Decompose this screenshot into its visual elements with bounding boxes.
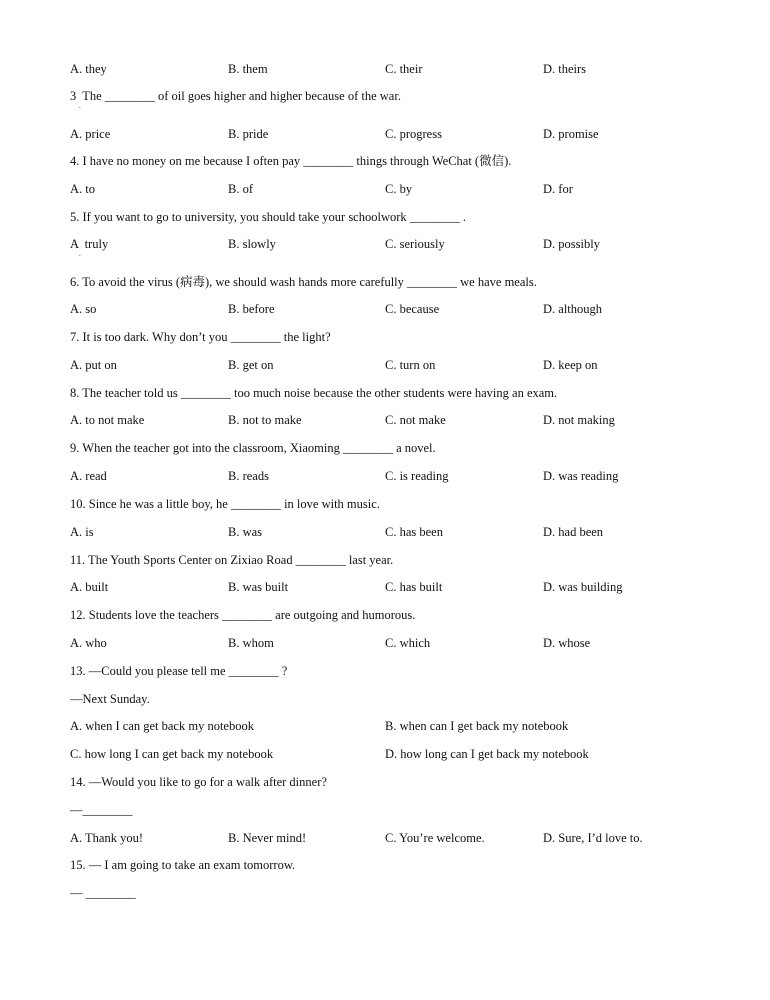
q9-option-c: C. is reading: [385, 469, 449, 483]
q6-stem: 6. To avoid the virus (病毒), we should wash hands more carefully ________ we have meals.: [70, 275, 537, 289]
q3-option-c: C. progress: [385, 127, 442, 141]
q4-option-a: A. to: [70, 182, 95, 196]
q8-option-a: A. to not make: [70, 413, 145, 427]
q13-option-c: C. how long I can get back my notebook: [70, 747, 274, 761]
q13-reply: —Next Sunday.: [70, 692, 150, 706]
q2-option-c: C. their: [385, 62, 423, 76]
q14-option-d: D. Sure, I’d love to.: [543, 831, 643, 845]
q10-option-a: A. is: [70, 525, 94, 539]
q3-stem: [70, 88, 401, 104]
q14-option-c: C. You’re welcome.: [385, 831, 485, 845]
q14-reply: —________: [70, 803, 133, 817]
q2-option-d: D. theirs: [543, 62, 587, 76]
q11-option-c: C. has built: [385, 580, 443, 594]
q10-stem: 10. Since he was a little boy, he ________ in love with music.: [70, 497, 380, 511]
q4-option-d: D. for: [543, 182, 573, 196]
q12-stem: 12. Students love the teachers ________ are outgoing and humorous.: [70, 608, 416, 622]
q9-option-d: D. was reading: [543, 469, 619, 483]
q13-stem: 13. —Could you please tell me ________ ?: [70, 664, 288, 678]
q14-stem: 14. —Would you like to go for a walk after dinner?: [70, 775, 327, 789]
q10-option-c: C. has been: [385, 525, 443, 539]
q5-option-a: A truly: [70, 237, 109, 251]
q6-option-a: A. so: [70, 302, 97, 316]
q7-option-c: C. turn on: [385, 358, 436, 372]
q5-option-c: C. seriously: [385, 237, 445, 251]
q2-option-a: A. they: [70, 62, 107, 76]
q3-text: The ________ of oil goes higher and higher because of the war.: [82, 89, 401, 103]
q5-stem: 5. If you want to go to university, you should take your schoolwork ________ .: [70, 210, 467, 224]
q6-option-d: D. although: [543, 302, 603, 316]
q4-stem: 4. I have no money on me because I often pay ________ things through WeChat (微信).: [70, 154, 512, 168]
q13-option-a: A. when I can get back my notebook: [70, 719, 254, 733]
q3-option-d: D. promise: [543, 127, 599, 141]
q8-stem: 8. The teacher told us ________ too much noise because the other students were having an exam.: [70, 386, 558, 400]
q12-option-d: D. whose: [543, 636, 591, 650]
q12-option-a: A. who: [70, 636, 107, 650]
q4-option-c: C. by: [385, 182, 413, 196]
q3-number: 3: [70, 89, 77, 103]
q9-option-b: B. reads: [228, 469, 269, 483]
q11-stem: 11. The Youth Sports Center on Zixiao Road ________ last year.: [70, 553, 394, 567]
q8-option-c: C. not make: [385, 413, 446, 427]
q15-stem: 15. — I am going to take an exam tomorrow.: [70, 858, 296, 872]
q2-option-b: B. them: [228, 62, 268, 76]
q3-mark: .: [79, 102, 81, 110]
q5-option-d: D. possibly: [543, 237, 600, 251]
q11-option-b: B. was built: [228, 580, 289, 594]
q7-option-d: D. keep on: [543, 358, 598, 372]
q6-option-c: C. because: [385, 302, 440, 316]
q9-option-a: A. read: [70, 469, 107, 483]
q10-option-d: D. had been: [543, 525, 604, 539]
q13-option-b: B. when can I get back my notebook: [385, 719, 569, 733]
q8-option-d: D. not making: [543, 413, 615, 427]
q7-stem: 7. It is too dark. Why don’t you ________ the light?: [70, 330, 331, 344]
q14-option-b: B. Never mind!: [228, 831, 307, 845]
q7-option-b: B. get on: [228, 358, 274, 372]
q11-option-d: D. was building: [543, 580, 623, 594]
q7-option-a: A. put on: [70, 358, 117, 372]
q5-mark: .: [79, 250, 81, 258]
q13-option-d: D. how long can I get back my notebook: [385, 747, 589, 761]
q5-option-b: B. slowly: [228, 237, 276, 251]
q14-option-a: A. Thank you!: [70, 831, 144, 845]
q12-option-c: C. which: [385, 636, 431, 650]
q3-option-a: A. price: [70, 127, 111, 141]
q3-option-b: B. pride: [228, 127, 269, 141]
q15-reply: — ________: [70, 886, 136, 900]
q10-option-b: B. was: [228, 525, 263, 539]
q4-option-b: B. of: [228, 182, 253, 196]
q9-stem: 9. When the teacher got into the classroom, Xiaoming ________ a novel.: [70, 441, 436, 455]
q6-option-b: B. before: [228, 302, 275, 316]
q12-option-b: B. whom: [228, 636, 274, 650]
q11-option-a: A. built: [70, 580, 109, 594]
q8-option-b: B. not to make: [228, 413, 302, 427]
